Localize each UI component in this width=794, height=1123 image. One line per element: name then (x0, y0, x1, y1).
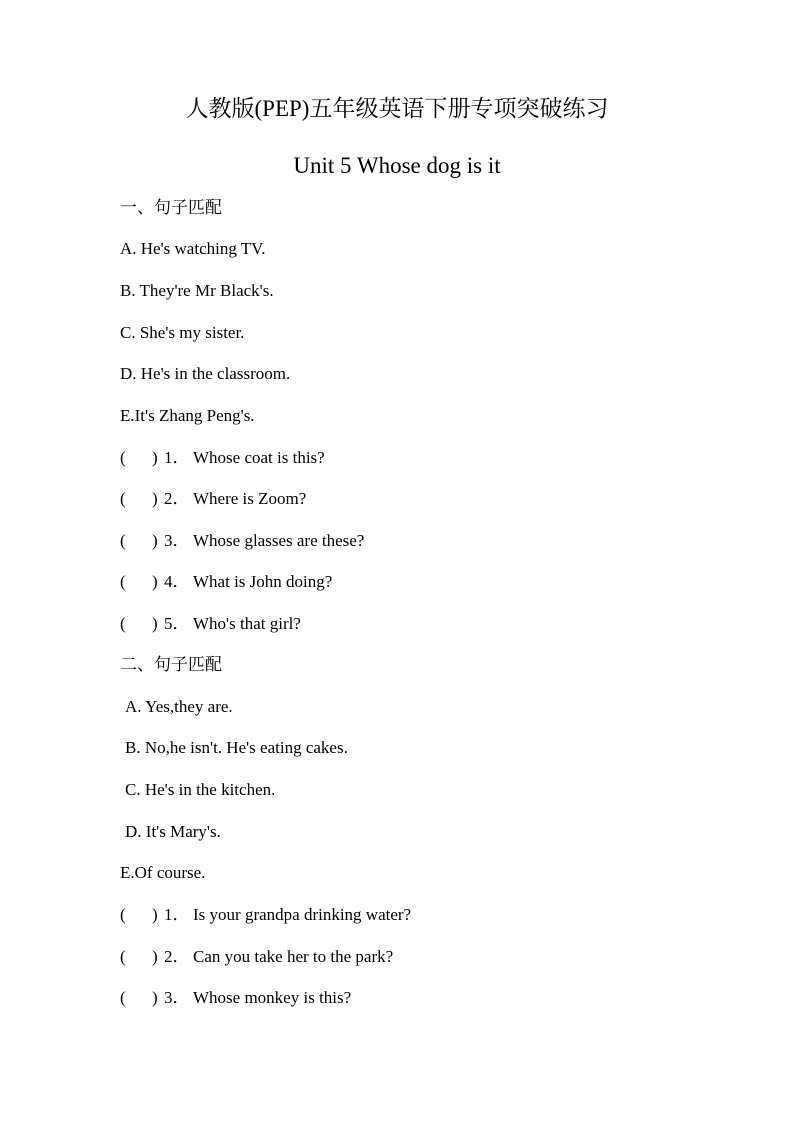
section-2-option-d: D. It's Mary's. (125, 822, 221, 841)
section-1-heading: 一、句子匹配 (120, 198, 222, 217)
answer-blank-close: ) (152, 947, 158, 966)
section-1-option-e: E.It's Zhang Peng's. (120, 406, 255, 425)
question-number: 2． (164, 947, 190, 966)
answer-blank-open[interactable]: ( (120, 531, 126, 550)
section-2-option-b: B. No,he isn't. He's eating cakes. (125, 738, 348, 757)
answer-blank-open[interactable]: ( (120, 905, 126, 924)
answer-blank-close: ) (152, 988, 158, 1007)
answer-blank-open[interactable]: ( (120, 614, 126, 633)
section-1-question-2 (0, 488, 794, 510)
section-1-question-3 (0, 530, 794, 552)
answer-blank-close: ) (152, 448, 158, 467)
answer-blank-open[interactable]: ( (120, 947, 126, 966)
section-2-question-1 (0, 904, 794, 926)
section-2-option-c: C. He's in the kitchen. (125, 780, 276, 799)
section-2-option-a: A. Yes,they are. (125, 697, 233, 716)
question-text: What is John doing? (193, 572, 333, 591)
answer-blank-open[interactable]: ( (120, 448, 126, 467)
question-text: Whose coat is this? (193, 448, 325, 467)
answer-blank-close: ) (152, 905, 158, 924)
section-1-question-4 (0, 571, 794, 593)
answer-blank-close: ) (152, 489, 158, 508)
question-text: Where is Zoom? (193, 489, 307, 508)
section-2-question-2 (0, 946, 794, 968)
question-text: Who's that girl? (193, 614, 301, 633)
answer-blank-close: ) (152, 531, 158, 550)
question-number: 2． (164, 489, 190, 508)
section-1-option-c: C. She's my sister. (120, 323, 245, 342)
section-1-question-5 (0, 613, 794, 635)
section-1-option-a: A. He's watching TV. (120, 239, 266, 258)
section-2-question-3 (0, 987, 794, 1009)
answer-blank-close: ) (152, 572, 158, 591)
question-number: 1． (164, 905, 190, 924)
section-1-option-d: D. He's in the classroom. (120, 364, 291, 383)
unit-subtitle: Unit 5 Whose dog is it (293, 153, 501, 178)
question-number: 4． (164, 572, 190, 591)
answer-blank-open[interactable]: ( (120, 572, 126, 591)
question-number: 3． (164, 988, 190, 1007)
question-text: Can you take her to the park? (193, 947, 394, 966)
page-title: 人教版(PEP)五年级英语下册专项突破练习 (185, 96, 609, 121)
question-number: 5． (164, 614, 190, 633)
question-text: Whose glasses are these? (193, 531, 365, 550)
section-2-heading: 二、句子匹配 (120, 655, 222, 674)
section-1-question-1 (0, 447, 794, 469)
answer-blank-open[interactable]: ( (120, 988, 126, 1007)
answer-blank-close: ) (152, 614, 158, 633)
question-text: Whose monkey is this? (193, 988, 352, 1007)
question-number: 1． (164, 448, 190, 467)
question-number: 3． (164, 531, 190, 550)
answer-blank-open[interactable]: ( (120, 489, 126, 508)
question-text: Is your grandpa drinking water? (193, 905, 412, 924)
section-1-option-b: B. They're Mr Black's. (120, 281, 274, 300)
section-2-option-e: E.Of course. (120, 863, 206, 882)
